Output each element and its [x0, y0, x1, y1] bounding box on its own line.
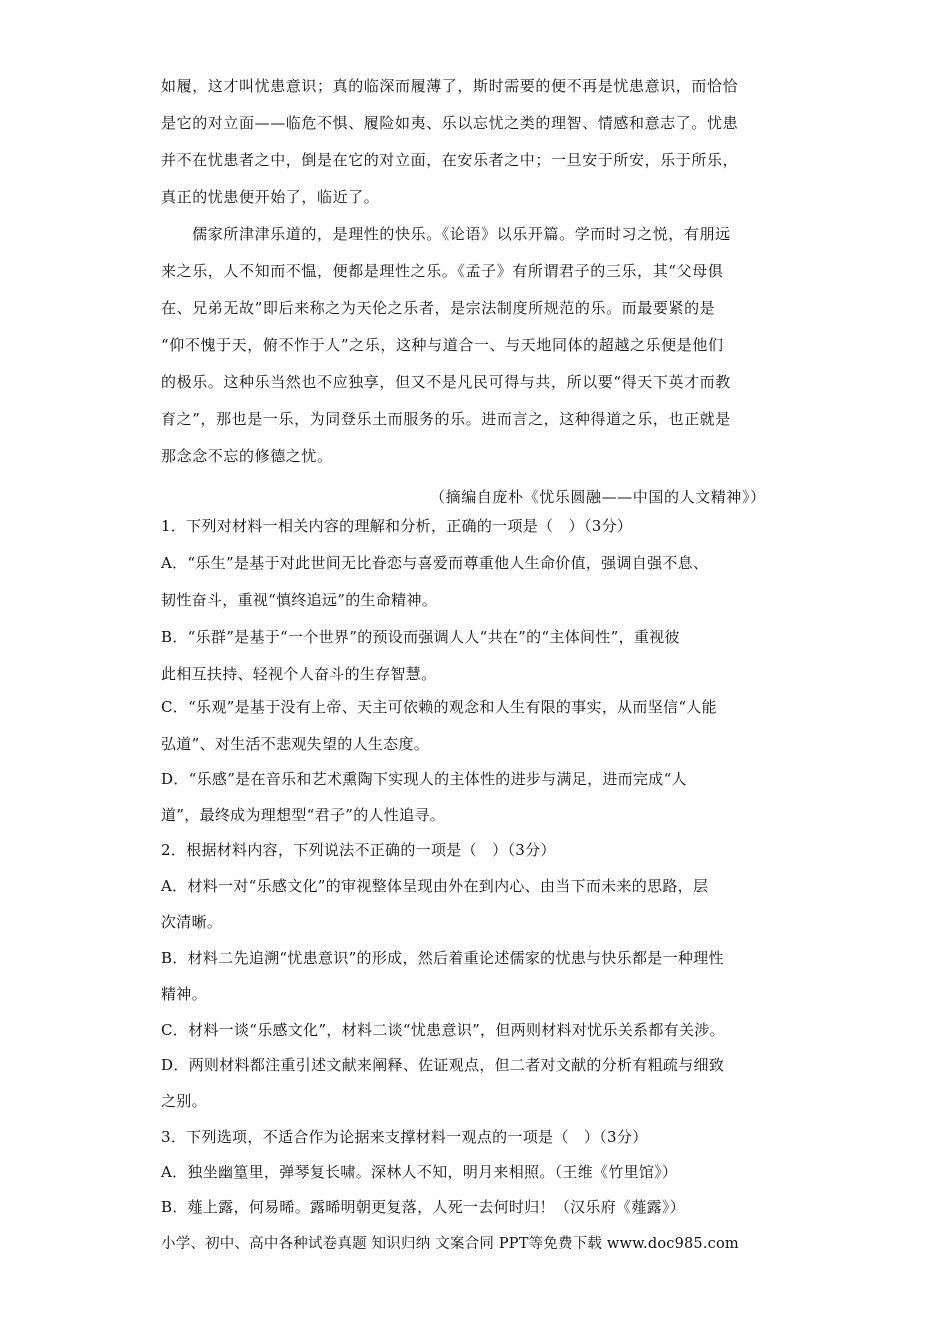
question-2-option-a: A．材料一对“乐感文化”的审视整体呈现由外在到内心、由当下而未来的思路，层 — [161, 877, 709, 895]
passage-source: （摘编自庞朴《忧乐圆融——中国的人文精神》） — [430, 488, 766, 506]
question-1-option-d: D．“乐感”是在音乐和艺术熏陶下实现人的主体性的进步与满足，进而完成“人 — [161, 770, 687, 788]
passage-line: 来之乐，人不知而不愠，便都是理性之乐。《孟子》有所谓君子的三乐，其“父母俱 — [161, 262, 724, 280]
passage-line: 育之”，那也是一乐，为同登乐土而服务的乐。进而言之，这种得道之乐，也正就是 — [161, 410, 731, 428]
question-2-option-b: 精神。 — [161, 985, 207, 1003]
passage-line: 那念念不忘的修德之忧。 — [161, 447, 333, 465]
question-1-stem: 1．下列对材料一相关内容的理解和分析，正确的一项是（ ）（3分） — [161, 517, 633, 535]
question-2-option-c: C．材料一谈“乐感文化”，材料二谈“忧患意识”，但两则材料对忧乐关系都有关涉。 — [161, 1021, 725, 1039]
question-3-option-b: B．薤上露，何易晞。露晞明朝更复落，人死一去何时归！（汉乐府《薤露》） — [161, 1198, 686, 1216]
question-2-option-d: 之别。 — [161, 1092, 207, 1110]
question-1-option-b: B．“乐群”是基于“一个世界”的预设而强调人人“共在”的“主体间性”，重视彼 — [161, 628, 680, 646]
question-1-option-b: 此相互扶持、轻视个人奋斗的生存智慧。 — [161, 665, 437, 683]
passage-line: 并不在忧患者之中，倒是在它的对立面，在安乐者之中；一旦安于所安，乐于所乐， — [161, 151, 739, 169]
question-2-stem: 2．根据材料内容，下列说法不正确的一项是（ ）（3分） — [161, 841, 556, 859]
question-2-option-b: B．材料二先追溯“忧患意识”的形成，然后着重论述儒家的忧患与快乐都是一种理性 — [161, 949, 724, 967]
passage-line: 儒家所津津乐道的，是理性的快乐。《论语》以乐开篇。学而时习之悦，有朋远 — [161, 225, 731, 243]
question-3-stem: 3．下列选项，不适合作为论据来支撑材料一观点的一项是（ ）（3分） — [161, 1128, 648, 1146]
passage-line: 如履，这才叫忧患意识；真的临深而履薄了，斯时需要的便不再是忧患意识，而恰恰 — [161, 77, 739, 95]
passage-line: “仰不愧于天，俯不怍于人”之乐，这种与道合一、与天地同体的超越之乐便是他们 — [161, 336, 724, 354]
question-1-option-a: A．“乐生”是基于对此世间无比眷恋与喜爱而尊重他人生命价值，强调自强不息、 — [161, 554, 709, 572]
passage-line: 的极乐。这种乐当然也不应独享，但又不是凡民可得与共，所以要“得天下英才而教 — [161, 373, 731, 391]
passage-line: 是它的对立面——临危不惧、履险如夷、乐以忘忧之类的理智、情感和意志了。忧患 — [161, 114, 739, 132]
question-1-option-a: 韧性奋斗，重视“慎终追远”的生命精神。 — [161, 591, 438, 609]
footer-ad-text: 小学、初中、高中各种试卷真题 知识归纳 文案合同 PPT等免费下载 www.doc985.com — [161, 1236, 739, 1252]
passage-line: 在、兄弟无故”即后来称之为天伦之乐者，是宗法制度所规范的乐。而最要紧的是 — [161, 299, 716, 317]
question-1-option-d: 道”，最终成为理想型“君子”的人性追寻。 — [161, 806, 446, 824]
question-2-option-d: D．两则材料都注重引述文献来阐释、佐证观点，但二者对文献的分析有粗疏与细致 — [161, 1056, 725, 1074]
question-1-option-c: C．“乐观”是基于没有上帝、天主可依赖的观念和人生有限的事实，从而坚信“人能 — [161, 698, 717, 716]
passage-line: 真正的忧患便开始了，临近了。 — [161, 188, 380, 206]
question-1-option-c: 弘道”、对生活不悲观失望的人生态度。 — [161, 735, 430, 753]
question-2-option-a: 次清晰。 — [161, 913, 223, 931]
question-3-option-a: A．独坐幽篁里，弹琴复长啸。深林人不知，明月来相照。（王维《竹里馆》） — [161, 1163, 678, 1181]
